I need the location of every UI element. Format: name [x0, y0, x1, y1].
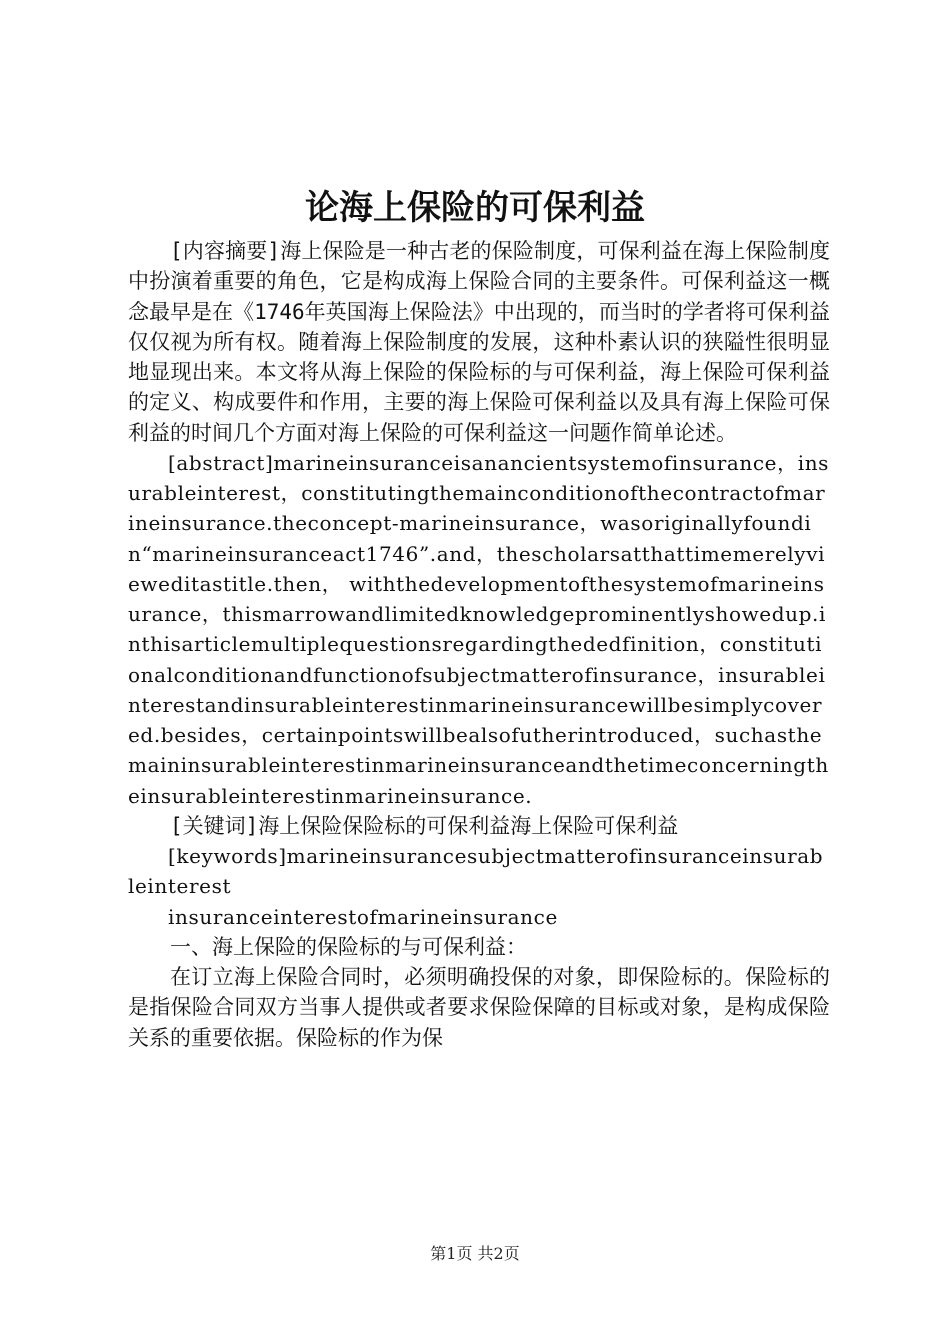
section-heading: 一、海上保险的保险标的与可保利益： — [170, 934, 527, 959]
keywords-en-paragraph: [keywords]marineinsurancesubjectmatterofinsuranceinsurableinterest — [128, 844, 824, 899]
abstract-zh-paragraph: [内容摘要]海上保险是一种古老的保险制度，可保利益在海上保险制度中扮演着重要的角色，它是构成海上保险合同的主要条件。可保利益这一概念最早是在《1746年英国海上保险法》中出现的，而当时的学者将可保利益仅仅视为所有权。随着海上保险制度的发展，这种朴素认识的狭隘性很明显地显现出来。本文将从海上保险的保险标的与可保利益，海上保险可保利益的定义、构成要件和作用，主要的海上保险可保利益以及具有海上保险可保利益的时间几个方面对海上保险的可保利益这一问题作简单论述。 — [128, 239, 830, 445]
page-number: 第1页 共2页 — [430, 1244, 520, 1263]
body-paragraph: 在订立海上保险合同时，必须明确投保的对象，即保险标的。保险标的是指保险合同双方当事人提供或者要求保险保障的目标或对象，是构成保险关系的重要依据。保险标的作为保 — [128, 965, 830, 1050]
document-body — [128, 236, 830, 1053]
keywords-zh-paragraph: [关键词]海上保险保险标的可保利益海上保险可保利益 — [170, 813, 679, 838]
document-title: 论海上保险的可保利益 — [305, 188, 645, 228]
abstract-en-paragraph: [abstract]marineinsuranceisanancientsystemofinsurance，insurableinterest，constitutingthemainconditionofthecontractofmarineinsurance.theconcept-marineinsurance，wasoriginallyfoundin“marineinsuranceact1746”.and，thescholarsatthattimemerelyvieweditastitle.then， withthedevelopmentofthesystemofmarineinsurance，thismarrowandlimitedknowledgeprominentlyshowedup.inthisarticlemultiplequestionsregardingthededfinition，constitutionalconditionandfunctionofsubjectmatterofinsurance，insurableinterestandinsurableinterestinmarineinsurancewillbesimplycovered.besides，certainpointswillbealsofutherintroduced，suchasthemaininsurableinterestinmarineinsuranceandthetimeconcerningtheinsurableinterestinmarineinsurance. — [128, 450, 830, 808]
keywords-en-continued: insuranceinterestofmarineinsurance — [168, 904, 558, 929]
